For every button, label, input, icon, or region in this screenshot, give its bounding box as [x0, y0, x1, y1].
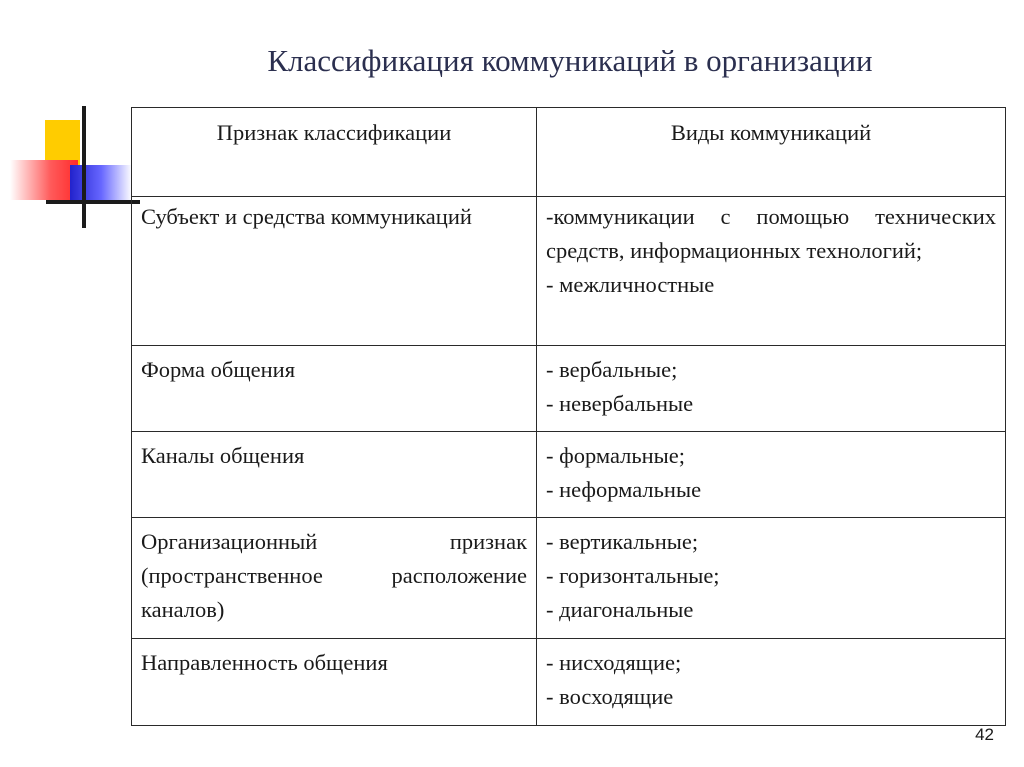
type-item: - межличностные	[546, 272, 715, 297]
types-cell	[537, 346, 1006, 432]
types-cell	[537, 639, 1006, 726]
types-cell	[537, 197, 1006, 346]
criterion-cell: Направленность общения	[132, 639, 537, 726]
yellow-square-decoration	[45, 120, 80, 165]
type-item: - неформальные	[546, 477, 702, 502]
red-square-decoration	[10, 160, 78, 200]
criterion-cell: Организационный признак (пространственное расположение каналов)	[132, 518, 537, 639]
header-criterion: Признак классификации	[132, 108, 537, 197]
table-row	[132, 639, 1006, 726]
criterion-cell: Субъект и средства коммуникаций	[132, 197, 537, 346]
table-row	[132, 432, 1006, 518]
table-row	[132, 346, 1006, 432]
type-item: - диагональные	[546, 597, 694, 622]
type-item: -коммуникации с помощью технических средств, информационных технологий;	[546, 204, 996, 263]
classification-table	[131, 107, 1006, 726]
type-item: - нисходящие;	[546, 650, 682, 675]
criterion-cell: Каналы общения	[132, 432, 537, 518]
type-item: - формальные;	[546, 443, 686, 468]
decorative-logo	[0, 100, 140, 240]
types-cell	[537, 518, 1006, 639]
horizontal-line-decoration	[46, 200, 140, 204]
header-types: Виды коммуникаций	[537, 108, 1006, 197]
type-item: - восходящие	[546, 684, 674, 709]
table-row	[132, 197, 1006, 346]
type-item: - невербальные	[546, 391, 694, 416]
table-header-row	[132, 108, 1006, 197]
vertical-line-decoration	[82, 106, 86, 228]
criterion-cell: Форма общения	[132, 346, 537, 432]
table-row	[132, 518, 1006, 639]
slide-title: Классификация коммуникаций в организации	[267, 43, 873, 78]
types-cell	[537, 432, 1006, 518]
type-item: - горизонтальные;	[546, 563, 720, 588]
type-item: - вертикальные;	[546, 529, 699, 554]
page-number: 42	[975, 725, 994, 744]
type-item: - вербальные;	[546, 357, 678, 382]
blue-square-decoration	[70, 165, 132, 203]
